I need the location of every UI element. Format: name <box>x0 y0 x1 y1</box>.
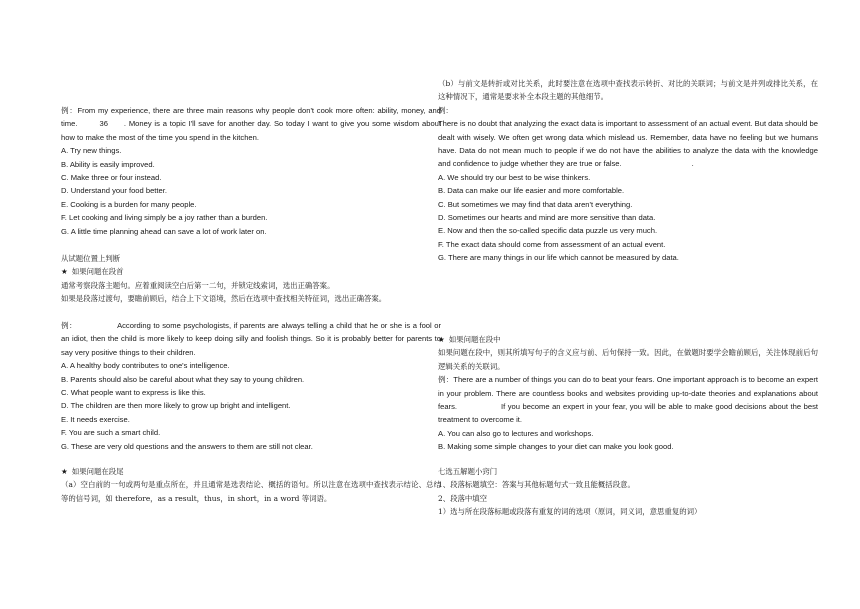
example-2-stem-text: According to some psychologists, if parents are always telling a child that he or she is a fool or an idiot, then the child is more likely to keep doing silly and foolish things. So it is probably better for parents to say very positive things to their children. <box>61 321 441 357</box>
star-icon <box>61 467 72 476</box>
example-4-stem-start: 例：There are a number of things you can do to beat your fears. One important approach is to become an expert in your problem. There are countless books and websites providing up-to-date theories and explanations about fears. <box>438 375 818 412</box>
tip-item: 1）选与所在段落标题或段落有重复的词的选项（原词，同义词，意思重复的词） <box>438 507 702 517</box>
option-f: F. You are such a smart child. <box>61 428 161 438</box>
example-3-stem <box>438 117 818 171</box>
contrast-section <box>438 77 818 265</box>
star-icon <box>61 267 72 276</box>
section-heading: 从试题位置上判断 <box>61 254 121 263</box>
example-3-stem-text: There is no doubt that analyzing the exact data is important to assessment of an actual event. But data should be dealt with wisely. We often get wrong data which mislead us. Remember, data have no feeling but we humans have. Data do not mean much to people if we do not have the abilities to analyze the data with the knowledge and confidence to judge whether they are true or false. <box>438 119 818 169</box>
option-b: B. Parents should also be careful about what they say to young children. <box>61 374 305 384</box>
example-1 <box>61 104 441 238</box>
tip-item: 2、段落中填空 <box>438 493 488 503</box>
option-g: G. There are many things in our life which cannot be measured by data. <box>438 253 679 263</box>
para-middle-section <box>438 333 818 454</box>
example-1-stem-end: . Money is a topic I'll save for another day. So today I want to give you some wisdom about how to make the most of the time you spend in the kitchen. <box>61 119 441 142</box>
star-icon <box>438 335 449 344</box>
example-2-label: 例： <box>61 321 78 330</box>
para-end-section <box>61 465 441 505</box>
example-4-stem-end: If you become an expert in your fear, you will be able to make good decisions about the best treatment to overcome it. <box>438 402 818 425</box>
option-c: C. What people want to express is like this. <box>61 388 206 398</box>
example-1-stem <box>61 104 441 144</box>
option-e: E. Cooking is a burden for many people. <box>61 199 197 209</box>
option-f: F. The exact data should come from assessment of an actual event. <box>438 239 666 249</box>
example-3-label: 例： <box>438 105 453 115</box>
para-end-heading <box>61 465 441 478</box>
example-1-stem-start: 例：From my experience, there are three main reasons why people don't cook more often: ability, money, and time. <box>61 106 441 129</box>
option-a: A. A healthy body contributes to one's intelligence. <box>61 361 230 371</box>
para-end-text: （a）空白前的一句或两句是重点所在，并且通常是选表结论、概括的语句。所以注意在选项中查找表示结论、总结等的信号词，如 therefore，as a result，thus，in short，in a word 等词语。 <box>61 480 441 503</box>
option-f: F. Let cooking and living simply be a joy rather than a burden. <box>61 213 268 223</box>
option-d: D. Understand your food better. <box>61 186 167 196</box>
tip-item: 1、段落标题填空：答案与其他标题句式一致且能概括段意。 <box>438 480 635 490</box>
example-4-stem <box>438 373 818 427</box>
option-e: E. Now and then the so-called specific data puzzle us very much. <box>438 226 658 236</box>
tips-title: 七选五解题小窍门 <box>438 467 498 476</box>
para-start-heading-text: 如果问题在段首 <box>71 267 124 277</box>
option-g: G. These are very old questions and the answers to them are still not clear. <box>61 441 313 451</box>
example-2 <box>61 319 441 453</box>
option-a: A. We should try our best to be wise thinkers. <box>438 172 591 182</box>
para-start-heading <box>61 265 441 278</box>
example-3-stem-end: . <box>691 159 694 169</box>
option-g: G. A little time planning ahead can save a lot of work later on. <box>61 226 267 236</box>
blank-number: 36 <box>99 119 108 129</box>
option-a: A. You can also go to lectures and workshops. <box>438 428 594 438</box>
option-d: D. The children are then more likely to grow up bright and intelligent. <box>61 401 291 411</box>
tips-section <box>438 465 818 519</box>
para-middle-heading <box>438 333 818 346</box>
option-b: B. Data can make our life easier and more comfortable. <box>438 186 625 196</box>
position-section <box>61 252 441 306</box>
option-a: A. Try new things. <box>61 146 122 156</box>
option-c: C. But sometimes we may find that data aren't everything. <box>438 199 633 209</box>
para-start-text-2: 如果是段落过渡句，要瞻前顾后，结合上下文语境，然后在选项中查找相关特征词，选出正确答案。 <box>61 294 387 304</box>
contrast-text: （b）与前文是转折或对比关系，此时要注意在选项中查找表示转折、对比的关联词；与前文是并列或排比关系，在这种情况下，通常是要求补全本段主题的其他细节。 <box>438 79 818 102</box>
para-start-text-1: 通常考察段落主题句。应着重阅读空白后第一二句，并锁定线索词，选出正确答案。 <box>61 280 335 290</box>
para-middle-text: 如果问题在段中，则其所填写句子的含义应与前、后句保持一致。因此，在做题时要学会瞻前顾后，关注体现前后句逻辑关系的关联词。 <box>438 348 818 371</box>
option-e: E. It needs exercise. <box>61 414 130 424</box>
example-2-stem <box>61 319 441 359</box>
para-end-heading-text: 如果问题在段尾 <box>71 467 124 476</box>
option-d: D. Sometimes our hearts and mind are more sensitive than data. <box>438 213 656 223</box>
para-middle-heading-text: 如果问题在段中 <box>448 335 501 344</box>
option-b: B. Making some simple changes to your diet can make you look good. <box>438 442 674 452</box>
option-b: B. Ability is easily improved. <box>61 159 155 169</box>
option-c: C. Make three or four instead. <box>61 173 162 183</box>
